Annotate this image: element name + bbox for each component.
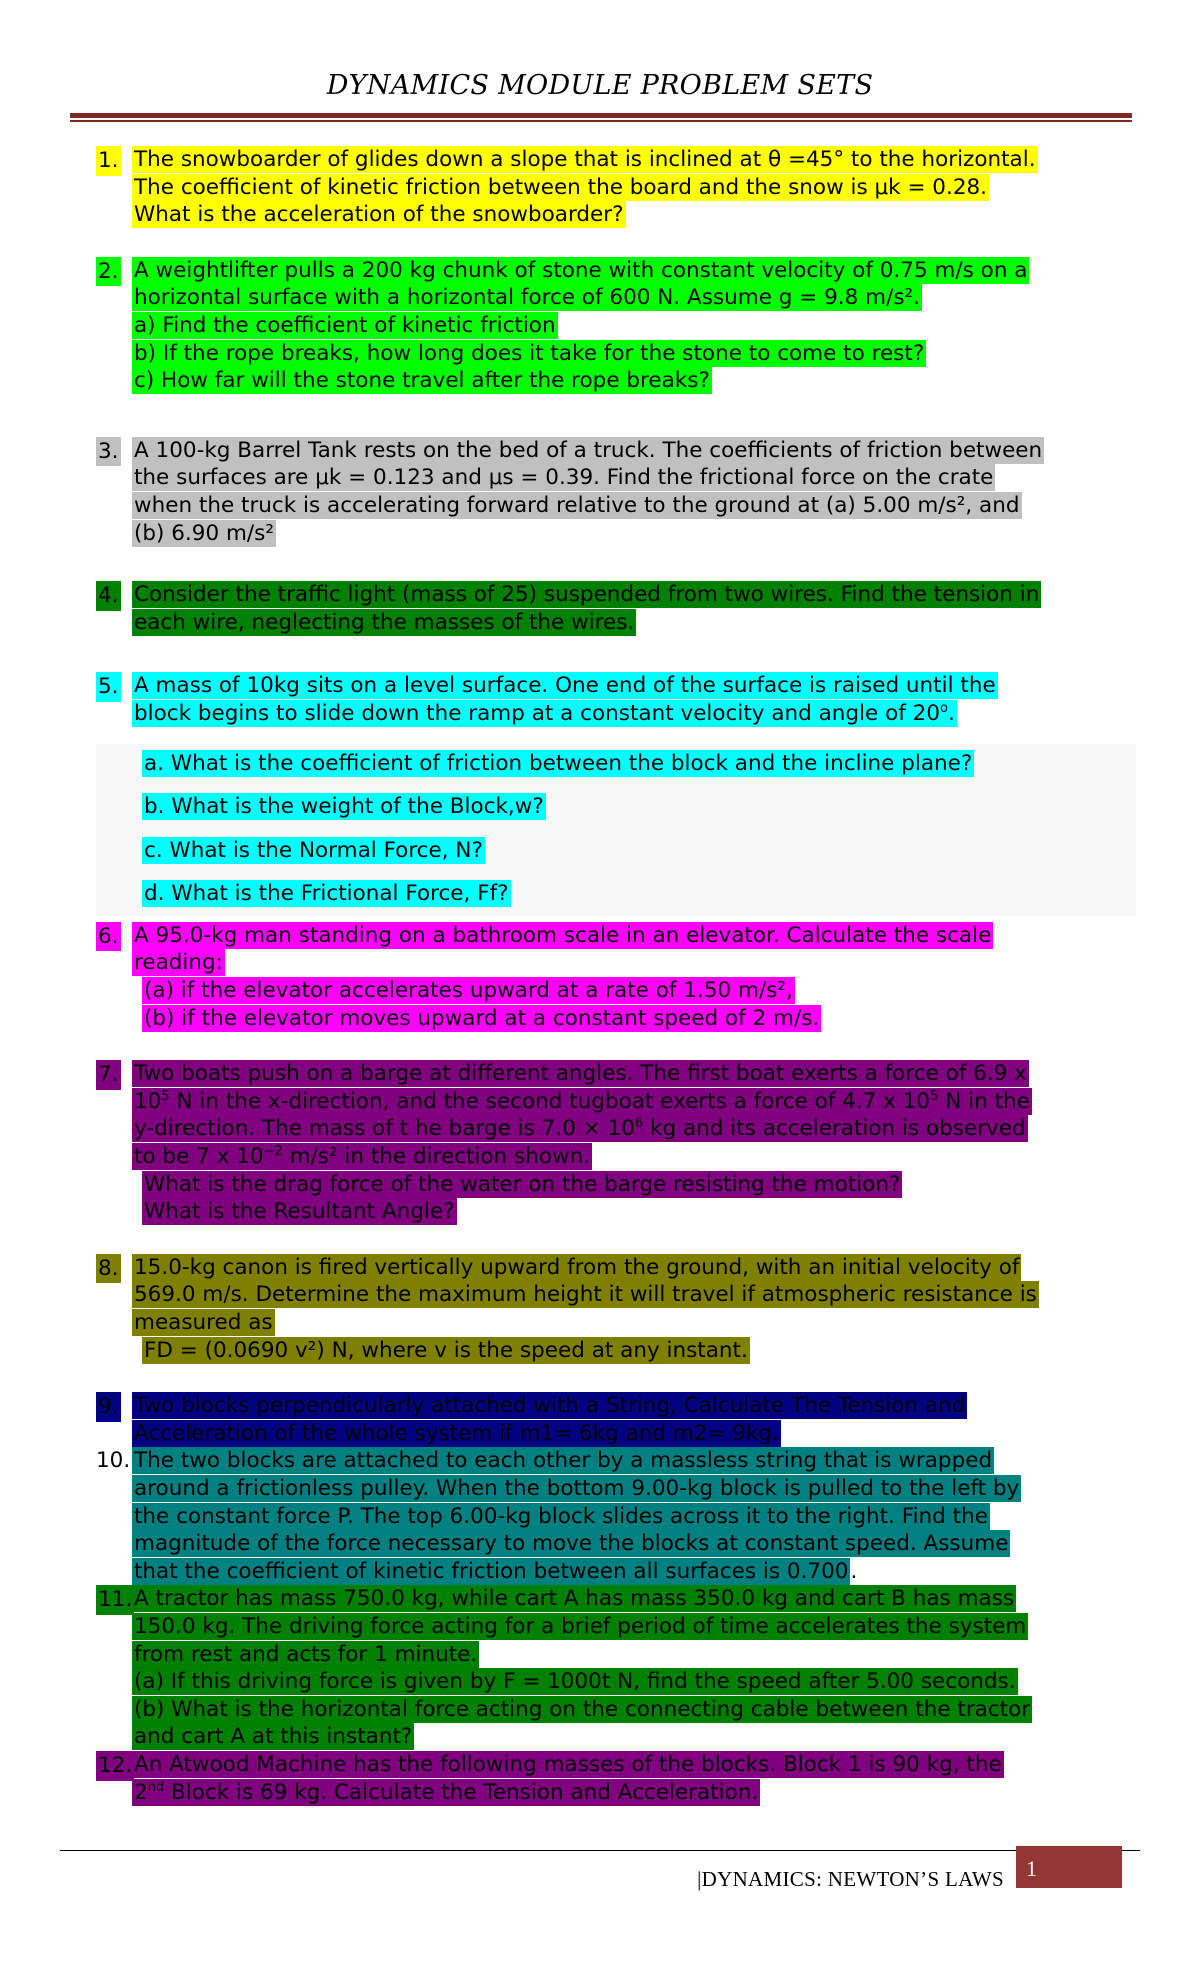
problem-text-line: FD = (0.0690 v²) N, where v is the speed at any instant.: [144, 1337, 748, 1363]
problem-text-line: measured as: [134, 1310, 273, 1335]
page-title: DYNAMICS MODULE PROBLEM SETS: [326, 70, 874, 101]
problem-text-line: (a) If this driving force is given by F = 1000t N, find the speed after 5.00 seconds.: [134, 1669, 1016, 1695]
problem-text-line: magnitude of the force necessary to move the blocks at constant speed. Assume: [134, 1531, 1009, 1557]
problem-text-line: A mass of 10kg sits on a level surface. One end of the surface is raised until the: [134, 673, 996, 699]
problem-text-line: from rest and acts for 1 minute.: [134, 1641, 478, 1667]
problem-text-line: Consider the traffic light (mass of 25) suspended from two wires. Find the tension in: [134, 582, 1040, 608]
problem-text-line: [132, 1115, 1028, 1142]
problem-text-line: A 95.0-kg man standing on a bathroom scale in an elevator. Calculate the scale: [134, 922, 992, 948]
problem-number: 8.: [96, 1254, 121, 1284]
problem-number: 1.: [96, 146, 121, 176]
header-rule-thick: [70, 113, 1132, 118]
problem-number: 5.: [96, 672, 121, 702]
problem-text-line: A 100-kg Barrel Tank rests on the bed of a truck. The coefficients of friction between: [134, 437, 1043, 463]
sub-question-list: [96, 744, 1136, 916]
problem-text-line: 15.0-kg canon is fired vertically upward from the ground, with an initial velocity of: [134, 1254, 1020, 1280]
problem-text-line: A weightlifter pulls a 200 kg chunk of stone with constant velocity of 0.75 m/s on a: [134, 257, 1028, 283]
problem-text-line: Two blocks perpendicularly attached with a String, Calculate The Tension and: [134, 1393, 966, 1419]
problem-text-line: (a) if the elevator accelerates upward at a rate of 1.50 m/s²,: [144, 978, 793, 1004]
problem-4: [96, 581, 1136, 636]
problem-text-line: 569.0 m/s. Determine the maximum height it will travel if atmospheric resistance is: [134, 1282, 1037, 1308]
problem-text-line: reading:: [134, 950, 223, 976]
problem-text-line: that the coefficient of kinetic friction between all surfaces is 0.700: [134, 1558, 849, 1584]
text-run: m/s² in the direction shown.: [282, 1144, 591, 1170]
text-run: .: [947, 700, 955, 726]
problem-text-line: a) Find the coefficient of kinetic friction: [134, 312, 556, 338]
superscript: 5: [161, 1088, 170, 1104]
sub-question-c: c. What is the Normal Force, N?: [144, 837, 483, 863]
superscript: −2: [263, 1143, 283, 1159]
problem-9: [96, 1392, 1136, 1447]
text-run: 10: [134, 1088, 162, 1114]
problem-text-line: What is the drag force of the water on the barge resisting the motion?: [144, 1171, 901, 1197]
problem-number: 6.: [96, 922, 121, 952]
superscript: o: [940, 700, 948, 716]
problem-text-line: An Atwood Machine has the following masses of the blocks. Block 1 is 90 kg, the: [134, 1751, 1002, 1777]
problem-text-line: What is the acceleration of the snowboarder?: [134, 202, 624, 228]
problem-text-line: Two boats push on a barge at different angles. The first boat exerts a force of 6.9 x: [134, 1061, 1027, 1087]
problem-number: 12.: [96, 1751, 134, 1781]
text-run: 2: [134, 1779, 148, 1805]
superscript: nd: [147, 1779, 165, 1795]
problem-text-line: [132, 1143, 592, 1170]
text-run: N in the: [938, 1088, 1030, 1114]
problem-number: 10.: [96, 1448, 131, 1474]
sub-question-d: d. What is the Frictional Force, Ff?: [144, 881, 509, 907]
problem-6: [96, 922, 1136, 1032]
footer-rule: [60, 1850, 1140, 1851]
footer-section-title: |DYNAMICS: NEWTON’S LAWS: [697, 1867, 1004, 1891]
problem-text-line: b) If the rope breaks, how long does it take for the stone to come to rest?: [134, 340, 925, 366]
problem-text-line: [132, 1779, 760, 1806]
problem-text-line: horizontal surface with a horizontal force of 600 N. Assume g = 9.8 m/s².: [134, 285, 920, 311]
problem-text-line: Acceleration of the whole system if m1= 6kg and m2= 9kg.: [134, 1420, 779, 1446]
problem-1: [96, 146, 1136, 229]
problem-text-line: (b) if the elevator moves upward at a constant speed of 2 m/s.: [144, 1005, 820, 1031]
problem-text-line: around a frictionless pulley. When the bottom 9.00-kg block is pulled to the left by: [134, 1475, 1020, 1501]
problem-number: 4.: [96, 581, 121, 611]
text-run: Block is 69 kg. Calculate the Tension and Acceleration.: [164, 1779, 759, 1805]
problem-text-line: A tractor has mass 750.0 kg, while cart A has mass 350.0 kg and cart B has mass: [134, 1586, 1015, 1612]
problem-7: [96, 1060, 1136, 1226]
problem-3: [96, 437, 1136, 547]
problem-list: [96, 146, 1136, 1806]
problem-text-line: the surfaces are μk = 0.123 and μs = 0.39. Find the frictional force on the crate: [134, 465, 994, 491]
problem-text-line: 150.0 kg. The driving force acting for a brief period of time accelerates the system: [134, 1613, 1027, 1639]
problem-text-line: [132, 700, 957, 727]
problem-text-line: The two blocks are attached to each other by a massless string that is wrapped: [134, 1448, 993, 1474]
problem-text-line: [132, 1088, 1032, 1115]
problem-number: 9.: [96, 1392, 121, 1422]
page-number: 1: [1016, 1846, 1122, 1888]
problem-number: 7.: [96, 1060, 121, 1090]
text-run: N in the x-direction, and the second tugboat exerts a force of 4.7 x 10: [169, 1088, 931, 1114]
sub-question-b: b. What is the weight of the Block,w?: [144, 794, 544, 820]
problem-12: [96, 1751, 1136, 1806]
problem-text-line: each wire, neglecting the masses of the wires.: [134, 609, 635, 635]
problem-text-line: when the truck is accelerating forward relative to the ground at (a) 5.00 m/s², and: [134, 492, 1020, 518]
superscript: 5: [930, 1088, 939, 1104]
text-run: y-direction. The mass of t he barge is 7.0 × 10: [134, 1116, 635, 1142]
problem-11: [96, 1585, 1136, 1751]
problem-8: [96, 1254, 1136, 1364]
problem-number: 2.: [96, 257, 121, 287]
problem-text-line: the constant force P. The top 6.00-kg block slides across it to the right. Find the: [134, 1503, 988, 1529]
problem-text-line: (b) What is the horizontal force acting on the connecting cable between the tractor: [134, 1696, 1031, 1722]
problem-text-line: (b) 6.90 m/s²: [134, 520, 274, 546]
text-run: .: [850, 1558, 858, 1584]
problem-text-line: What is the Resultant Angle?: [144, 1199, 455, 1225]
sub-question-a: a. What is the coefficient of friction between the block and the incline plane?: [144, 750, 973, 776]
problem-10: [96, 1447, 1136, 1585]
header-rule-thin: [70, 120, 1132, 122]
problem-text-line: The snowboarder of glides down a slope that is inclined at θ =45° to the horizontal.: [134, 147, 1036, 172]
problem-text-line: The coefficient of kinetic friction between the board and the snow is μk = 0.28.: [134, 174, 988, 200]
problem-2: [96, 257, 1136, 395]
problem-text-line: and cart A at this instant?: [134, 1724, 413, 1750]
text-run: kg and its acceleration is observed: [643, 1116, 1026, 1142]
problem-5: [96, 672, 1136, 916]
text-run: block begins to slide down the ramp at a constant velocity and angle of 20: [134, 700, 941, 726]
text-run: to be 7 x 10: [134, 1144, 264, 1170]
problem-number: 11.: [96, 1585, 134, 1615]
problem-number: 3.: [96, 437, 121, 467]
superscript: 6: [634, 1116, 644, 1132]
problem-text-line: c) How far will the stone travel after the rope breaks?: [134, 368, 710, 394]
